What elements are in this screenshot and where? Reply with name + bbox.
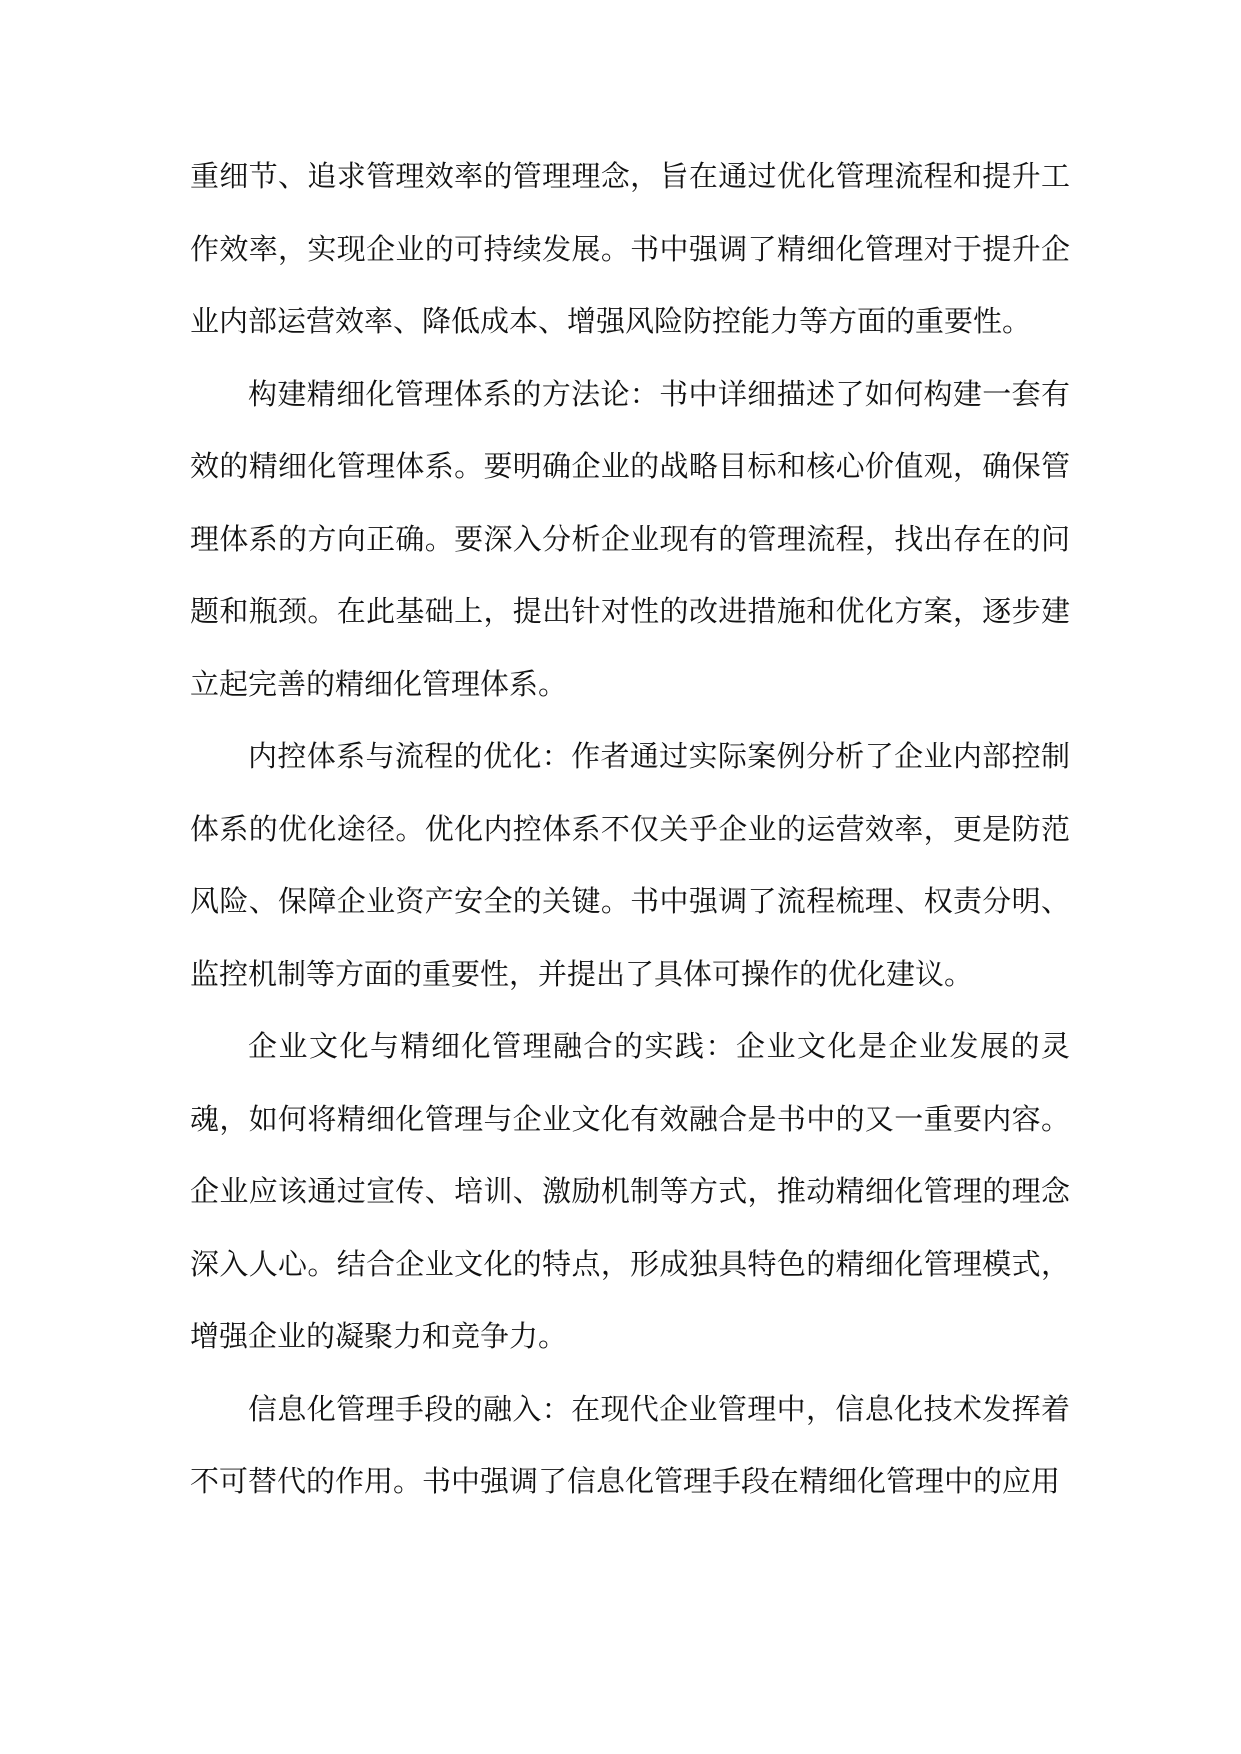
paragraph-internal-control: 内控体系与流程的优化：作者通过实际案例分析了企业内部控制体系的优化途径。优化内控体系不仅关乎企业的运营效率，更是防范风险、保障企业资产安全的关键。书中强调了流程梳理、权责分明、监控机制等方面的重要性，并提出了具体可操作的优化建议。 [190, 739, 1070, 991]
paragraph-informatization: 信息化管理手段的融入：在现代企业管理中，信息化技术发挥着不可替代的作用。书中强调了信息化管理手段在精细化管理中的应用 [190, 1391, 1070, 1498]
paragraph-system-methodology: 构建精细化管理体系的方法论：书中详细描述了如何构建一套有效的精细化管理体系。要明确企业的战略目标和核心价值观，确保管理体系的方向正确。要深入分析企业现有的管理流程，找出存在的问题和瓶颈。在此基础上，提出针对性的改进措施和优化方案，逐步建立起完善的精细化管理体系。 [190, 376, 1070, 701]
paragraph-corporate-culture: 企业文化与精细化管理融合的实践：企业文化是企业发展的灵魂，如何将精细化管理与企业文化有效融合是书中的又一重要内容。企业应该通过宣传、培训、激励机制等方式，推动精细化管理的理念深入人心。结合企业文化的特点，形成独具特色的精细化管理模式，增强企业的凝聚力和竞争力。 [190, 1029, 1070, 1353]
paragraph-management-concept: 重细节、追求管理效率的管理理念，旨在通过优化管理流程和提升工作效率，实现企业的可持续发展。书中强调了精细化管理对于提升企业内部运营效率、降低成本、增强风险防控能力等方面的重要性。 [190, 159, 1070, 338]
document-body [190, 140, 1070, 1518]
